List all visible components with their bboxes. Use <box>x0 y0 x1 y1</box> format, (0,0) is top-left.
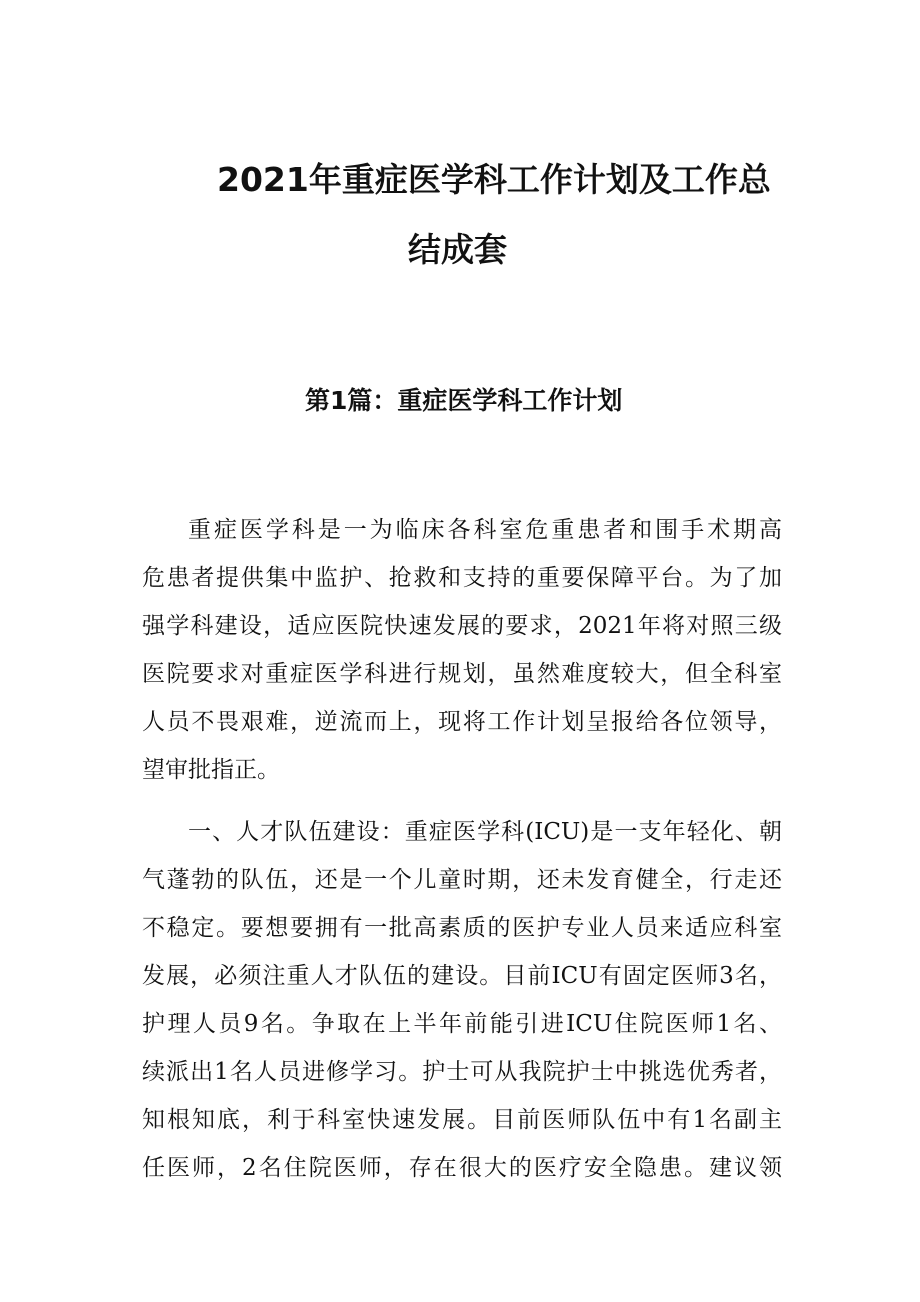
paragraph-line: 知根知底，利于科室快速发展。目前医师队伍中有1名副主 <box>142 1107 782 1133</box>
paragraph-line: 发展，必须注重人才队伍的建设。目前ICU有固定医师3名， <box>142 963 782 989</box>
paragraph-line: 望审批指正。 <box>142 757 280 783</box>
document-title-line-2: 结成套 <box>408 230 507 269</box>
section-heading: 第1篇：重症医学科工作计划 <box>305 386 623 415</box>
paragraph-line: 危患者提供集中监护、抢救和支持的重要保障平台。为了加 <box>142 565 782 591</box>
document-title-line-1: 2021年重症医学科工作计划及工作总 <box>217 160 771 199</box>
paragraph-line: 护理人员9名。争取在上半年前能引进ICU住院医师1名、 <box>142 1011 782 1037</box>
paragraph-line: 气蓬勃的队伍，还是一个儿童时期，还未发育健全，行走还 <box>142 867 782 893</box>
paragraph-line: 续派出1名人员进修学习。护士可从我院护士中挑选优秀者， <box>142 1059 782 1085</box>
paragraph-line: 一、人才队伍建设：重症医学科(ICU)是一支年轻化、朝 <box>188 819 782 845</box>
paragraph-line: 任医师，2名住院医师，存在很大的医疗安全隐患。建议领 <box>142 1155 782 1181</box>
paragraph-line: 医院要求对重症医学科进行规划，虽然难度较大，但全科室 <box>142 661 782 687</box>
paragraph-line: 人员不畏艰难，逆流而上，现将工作计划呈报给各位领导， <box>142 709 782 735</box>
paragraph-line: 不稳定。要想要拥有一批高素质的医护专业人员来适应科室 <box>142 915 782 941</box>
paragraph-line: 重症医学科是一为临床各科室危重患者和围手术期高 <box>188 517 782 543</box>
paragraph-line: 强学科建设，适应医院快速发展的要求，2021年将对照三级 <box>142 613 782 639</box>
